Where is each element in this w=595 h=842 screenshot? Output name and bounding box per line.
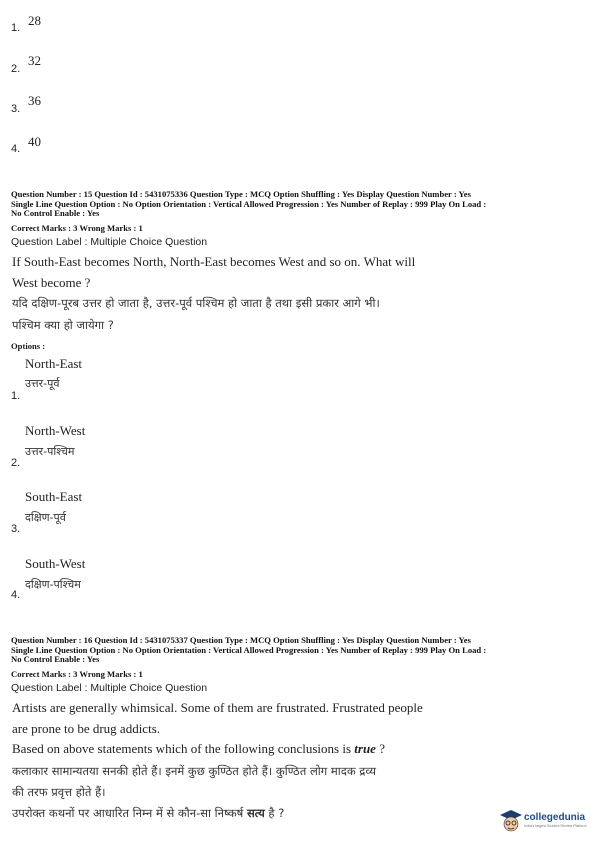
collegedunia-logo <box>500 808 592 838</box>
question-text-en: If South-East becomes North, North-East becomes West and so on. What will <box>12 254 416 269</box>
option-text-en: North-East <box>25 356 83 371</box>
question-label: Question Label : Multiple Choice Question <box>11 236 208 248</box>
option-text-en: South-West <box>25 556 86 571</box>
question-text-hi: यदि दक्षिण-पूरब उत्तर हो जाता है, उत्तर-पूर्व पश्चिम हो जाता है तथा इसी प्रकार आगे भी। <box>12 296 380 310</box>
options-heading: Options : <box>11 341 46 351</box>
option-number: 1. <box>11 390 21 402</box>
question-text-part: Based on above statements which of the following conclusions is <box>12 741 355 756</box>
option-value: 32 <box>28 53 41 68</box>
option-text-en: South-East <box>25 489 83 504</box>
meta-line: Question Number : 16 Question Id : 5431075337 Question Type : MCQ Option Shuffling : Yes Display Question Number : Yes <box>11 635 471 645</box>
mascot-icon <box>500 810 522 834</box>
emphasis-satya: सत्य <box>247 806 265 820</box>
question-text-hi: कलाकार सामान्यतया सनकी होते हैं। इनमें कुछ कुण्ठित होते हैं। कुण्ठित लोग मादक द्रव्य <box>12 764 377 778</box>
question-text-part: है ? <box>264 806 285 820</box>
question-text-en: are prone to be drug addicts. <box>12 721 161 736</box>
option-text-hi: उत्तर-पश्चिम <box>25 445 75 458</box>
option-value: 36 <box>28 93 41 108</box>
option-number: 4. <box>11 143 21 155</box>
question-text-hi: की तरफ प्रवृत्त होते हैं। <box>12 785 106 799</box>
option-number: 4. <box>11 589 21 601</box>
meta-line: Single Line Question Option : No Option Orientation : Vertical Allowed Progression : Yes Number of Replay : 999 Play On Load : <box>11 198 487 209</box>
question-text-en <box>12 741 385 757</box>
question-text-en: Artists are generally whimsical. Some of them are frustrated. Frustrated people <box>12 700 423 715</box>
emphasis-true: true <box>354 741 376 756</box>
meta-line: Question Number : 15 Question Id : 5431075336 Question Type : MCQ Option Shuffling : Yes Display Question Number : Yes <box>11 189 471 199</box>
logo-tagline: India's largest Student Review Platform <box>524 824 587 828</box>
question-meta <box>11 636 586 665</box>
option-text-en: North-West <box>25 423 86 438</box>
option-number: 2. <box>11 63 21 75</box>
option-number: 1. <box>11 22 21 34</box>
option-number: 3. <box>11 103 21 115</box>
question-text-en: West become ? <box>12 275 91 290</box>
option-text-hi: दक्षिण-पूर्व <box>25 511 66 524</box>
question-meta <box>11 190 586 219</box>
meta-line: Single Line Question Option : No Option Orientation : Vertical Allowed Progression : Yes Number of Replay : 999 Play On Load : <box>11 644 487 655</box>
option-value: 28 <box>28 13 41 28</box>
option-text-hi: दक्षिण-पश्चिम <box>25 578 81 591</box>
marks-line: Correct Marks : 3 Wrong Marks : 1 <box>11 669 143 679</box>
question-text-hi <box>12 806 284 821</box>
option-number: 2. <box>11 457 21 469</box>
question-text-part: उपरोक्त कथनों पर आधारित निम्न में से कौन-सा निष्कर्ष <box>12 806 247 820</box>
meta-line: No Control Enable : Yes <box>11 208 100 219</box>
meta-line: No Control Enable : Yes <box>11 654 100 665</box>
option-number: 3. <box>11 523 21 535</box>
question-text-part: ? <box>375 741 385 756</box>
option-value: 40 <box>28 134 41 149</box>
question-text-hi: पश्चिम क्या हो जायेगा ? <box>12 318 114 332</box>
logo-text: collegedunia <box>524 812 586 823</box>
marks-line: Correct Marks : 3 Wrong Marks : 1 <box>11 223 143 233</box>
option-text-hi: उत्तर-पूर्व <box>25 377 60 390</box>
question-label: Question Label : Multiple Choice Question <box>11 682 208 694</box>
